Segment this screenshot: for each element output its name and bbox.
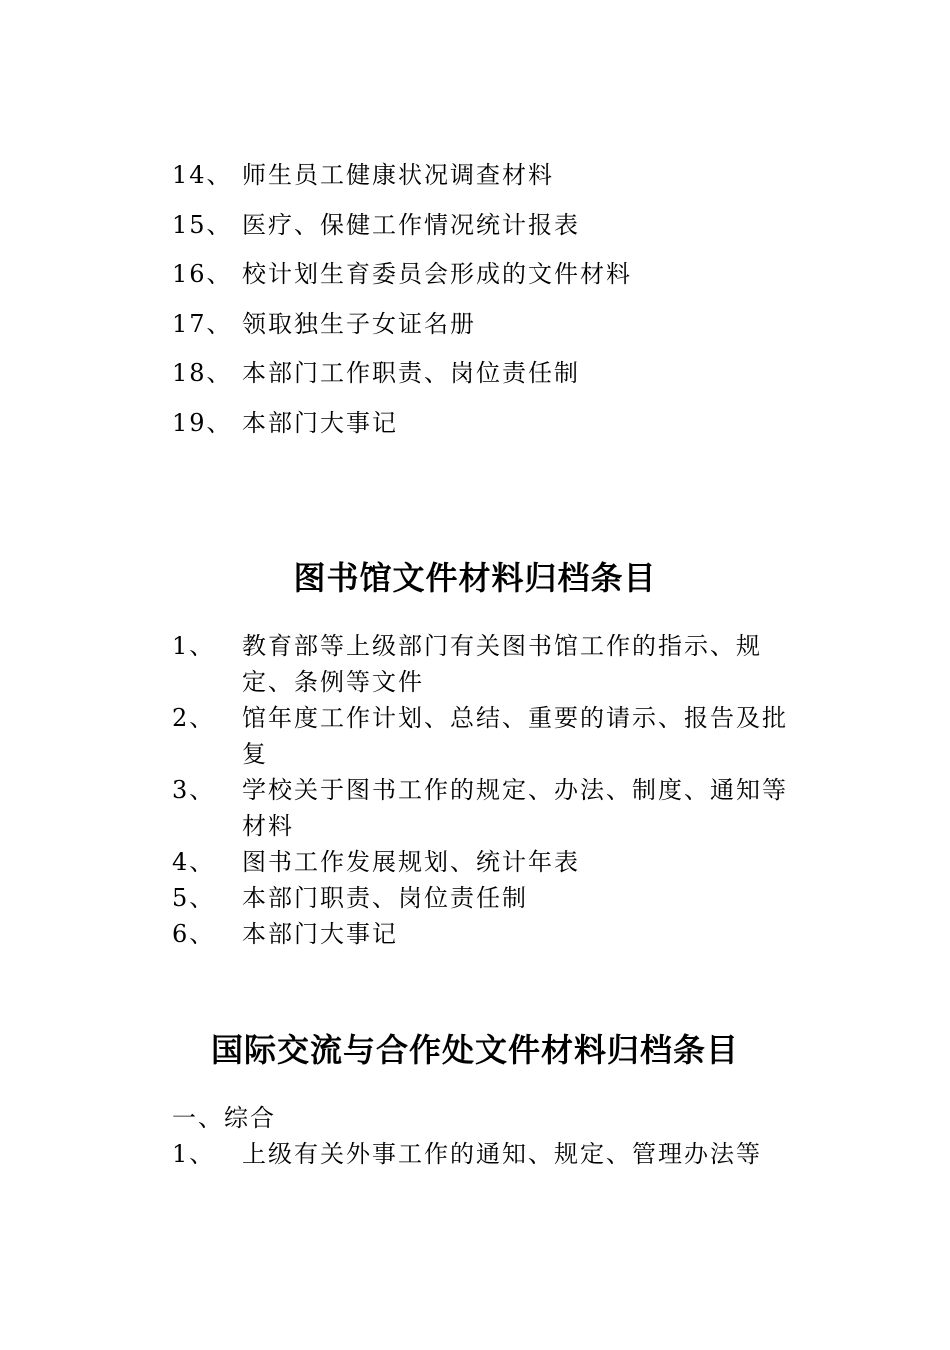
item-text: 上级有关外事工作的通知、规定、管理办法等 (242, 1140, 762, 1168)
item-number: 3、 (172, 776, 216, 804)
list-item (172, 297, 792, 347)
item-text: 本部门工作职责、岗位责任制 (242, 359, 580, 388)
list-item (172, 700, 792, 772)
list-item (172, 844, 792, 880)
list-item (172, 346, 792, 396)
item-text: 校计划生育委员会形成的文件材料 (242, 260, 632, 289)
list-item (172, 1136, 792, 1172)
item-text: 图书工作发展规划、统计年表 (242, 848, 580, 876)
list-item (172, 628, 792, 700)
item-text: 本部门大事记 (242, 408, 398, 437)
list-item (172, 916, 792, 952)
item-text: 本部门大事记 (242, 920, 398, 948)
list-item (172, 198, 792, 248)
item-text: 本部门职责、岗位责任制 (242, 884, 528, 912)
list-item (172, 880, 792, 916)
intl-section-title: 国际交流与合作处文件材料归档条目 (210, 1031, 739, 1069)
item-number: 18、 (172, 359, 233, 388)
item-number: 1、 (172, 1140, 216, 1168)
item-number: 14、 (172, 161, 233, 190)
list-item (172, 247, 792, 297)
item-number: 6、 (172, 920, 216, 948)
library-archive-list (172, 628, 792, 952)
list-item (172, 148, 792, 198)
item-number: 2、 (172, 704, 216, 732)
item-text: 教育部等上级部门有关图书馆工作的指示、规定、条例等文件 (242, 632, 762, 696)
item-number: 1、 (172, 632, 216, 660)
intl-archive-list (172, 1136, 792, 1172)
item-text: 师生员工健康状况调查材料 (242, 161, 554, 190)
library-section-title: 图书馆文件材料归档条目 (293, 559, 657, 597)
item-text: 医疗、保健工作情况统计报表 (242, 210, 580, 239)
list-item (172, 396, 792, 446)
subsection-label: 一、综合 (172, 1104, 276, 1132)
item-number: 16、 (172, 260, 233, 289)
health-archive-list (172, 148, 792, 445)
item-text: 学校关于图书工作的规定、办法、制度、通知等材料 (242, 776, 788, 840)
item-number: 17、 (172, 309, 233, 338)
item-number: 5、 (172, 884, 216, 912)
item-number: 4、 (172, 848, 216, 876)
item-text: 领取独生子女证名册 (242, 309, 476, 338)
item-number: 15、 (172, 210, 233, 239)
item-text: 馆年度工作计划、总结、重要的请示、报告及批复 (242, 704, 788, 768)
item-number: 19、 (172, 408, 233, 437)
list-item (172, 772, 792, 844)
